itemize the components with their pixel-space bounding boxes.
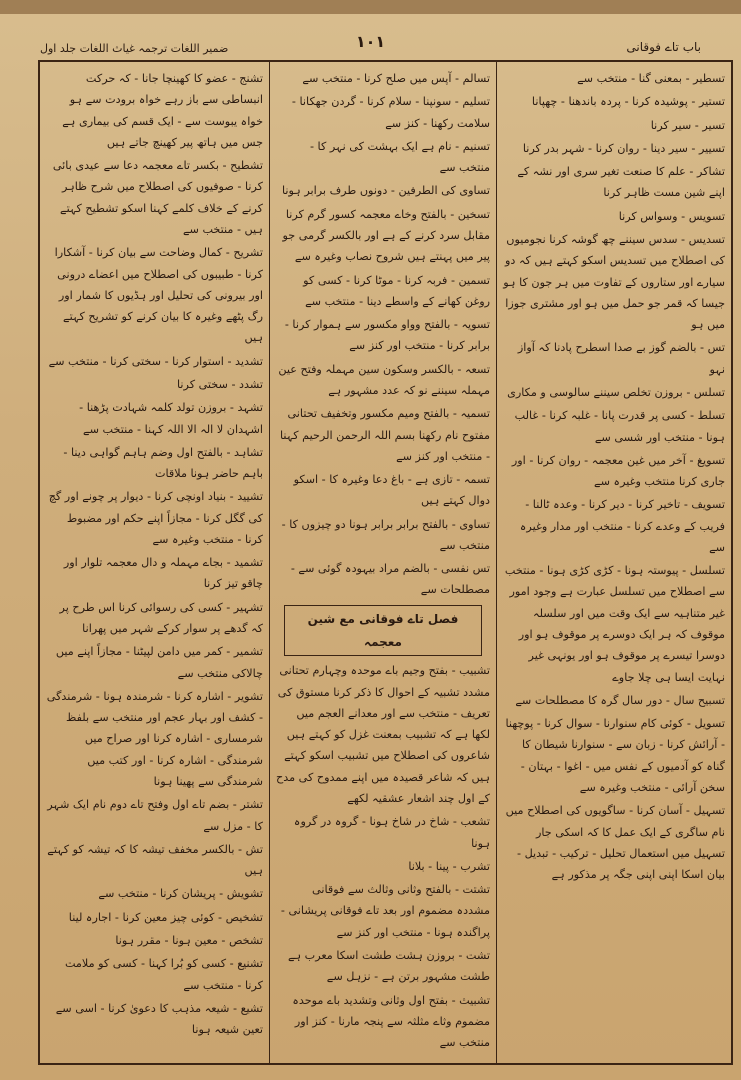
dictionary-entry: تشاہد - بالفتح اول وضم ہاہم گواہی دینا - باہم حاضر ہونا ملاقات <box>63 445 263 481</box>
dictionary-entry: تسویل - کوئی کام سنوارنا - سوال کرنا - پوچھنا - آرائش کرنا - زبان سے - سنوارنا شیطان کا گناہ کو آدمیوں کے نفس میں - اغوا - بہتان - سخن آرائی - منتخب وغیرہ سے <box>505 717 725 794</box>
dictionary-entry: تشرب - پینا - بلانا <box>408 859 490 873</box>
dictionary-entry: تشویش - پریشان کرنا - منتخب سے <box>98 887 263 901</box>
dictionary-entry: تسویف - تاخیر کرنا - دیر کرنا - وعدہ ٹالنا - فریب کے وعدے کرنا - منتخب اور مدار وغیرہ سے <box>519 498 725 554</box>
dictionary-entry: تسمین - فربہ کرنا - موٹا کرنا - کسی کو روغن کھانے کے واسطے دینا - منتخب سے <box>303 273 490 308</box>
dictionary-entry: تشدد - سختی کرنا <box>177 377 263 391</box>
dictionary-entry: تشتت - بالفتح وثانی وثالث سے فوقانی مشددہ مضموم اور بعد تاے فوقانی پریشانی - پراگندہ ہونا - منتخب اور کنز سے <box>280 883 490 939</box>
header-book-title: ضمیر اللغات ترجمہ غیاث اللغات جلد اول <box>40 42 229 55</box>
dictionary-entry: تشخیص - کوئی چیز معین کرنا - اجارہ لینا <box>68 910 263 924</box>
dictionary-entry: تسمہ - تازی ہے - باغ دعا وغیرہ کا - اسکو دوال کہتے ہیں <box>293 473 490 508</box>
column-middle <box>269 62 496 1063</box>
dictionary-entry: تشمیر - کمر میں دامن لپیٹنا - مجازاً اپنے میں چالاکی منتخب سے <box>55 645 263 680</box>
section-heading: فصل تاے فوقانی مع شین معجمہ <box>284 605 482 657</box>
dictionary-entry: تشیید - بنیاد اونچی کرنا - دیوار پر چونے اور گچ کی گگل کرنا - مجازاً اپنے حکم اور مضبوط کرنا - منتخب وغیرہ سے <box>48 490 263 546</box>
dictionary-entry: تستیر - پوشیدہ کرنا - پردہ باندھنا - چھپانا <box>531 95 725 109</box>
dictionary-entry: تشخص - معین ہونا - مقرر ہونا <box>115 933 263 947</box>
dictionary-entry: تسعہ - بالکسر وسکون سین مہملہ وفتح عین مہملہ سیننے نو کہ عدد مشہور ہے <box>278 362 490 397</box>
dictionary-entry: تسویہ - بالفتح وواو مکسور سے ہموار کرنا - برابر کرنا - منتخب اور کنز سے <box>284 318 490 353</box>
dictionary-entry: تشبیب - بفتح وجیم باے موحدہ وچہارم تحتانی مشدد تشبیہ کے احوال کا ذکر کرنا مستوق کی تعریف - منتخب سے اور معدانے العجم میں لکھا ہے کہ تشبیب بمعنت غزل کو کہتے ہیں شاعروں کی اصطلاح میں تشبیب اسکو کہتے ہیں کہ شاعر قصیدہ میں اپنے ممدوح کی مدح کے اول چند اشعار عشقیہ لکھے <box>276 664 490 806</box>
top-edge-stain <box>0 0 741 14</box>
dictionary-entry: تشویر - اشارہ کرنا - شرمندہ ہونا - شرمندگی - کشف اور بہار عجم اور منتخب سے بلفظ شرمساری - اشارہ کرنا اور صراح میں شرمندگی - اشارہ کرنا - اور کتب میں شرمندگی سے پھینا ہونا <box>46 689 263 788</box>
dictionary-entry: تشبیث - بفتح اول وثانی وتشدید باے موحدہ مضموم وثاے مثلثہ سے پنجہ مارنا - کنز اور منتخب سے <box>292 993 490 1050</box>
dictionary-entry: تسلیم - سونپنا - سلام کرنا - گردن جھکانا - سلامت رکھنا - کنز سے <box>291 95 490 130</box>
dictionary-entry: تسلسل - پیوستہ ہونا - کڑی کڑی ہونا - منتخب سے اصطلاح میں تسلسل عبارت ہے وجود امور غیر متناہیہ سے ایک وقت میں اور سلسلہ موقوف کہ ہر ایک دوسرے پر موقوف ہو اور دوسرا تیسرے پر موقوف ہو اور یونہی غیر نہایت ایسا ہی چلا جاوے <box>504 564 725 684</box>
dictionary-entry: تسیر - سیر کرنا <box>650 118 725 132</box>
dictionary-entry: تسنیم - نام ہے ایک بہشت کی نہر کا - منتخب سے <box>309 139 490 175</box>
dictionary-entry: تشتر - بضم تاے اول وفتح تاے دوم نام ایک شہر کا - مزل سے <box>47 798 263 833</box>
dictionary-entry: تسییر - سیر دینا - روان کرنا - شہر بدر کرنا <box>522 141 725 155</box>
page-number: ١٠١ <box>355 32 386 51</box>
dictionary-entry: تساوی کی الطرفین - دونوں طرف برابر ہونا <box>281 184 490 198</box>
dictionary-entry: تشمید - بجاے مہملہ و دال معجمہ تلوار اور چاقو تیز کرنا <box>63 556 263 591</box>
dictionary-entry: تشعب - شاخ در شاخ ہونا - گروہ در گروہ ہونا <box>293 815 490 850</box>
dictionary-entry: تشریح - کمال وضاحت سے بیان کرنا - آشکارا کرنا - طبیبوں کی اصطلاح میں اعضاے درونی اور بیرونی کی تحلیل اور ہڈیوں کا شمار اور رگ پٹھے وغیرہ کا بیان کرنے کو تشریح کہتے ہیں <box>54 246 263 345</box>
dictionary-entry: تسبیح سال - دور سال گرہ کا مصطلحات سے <box>515 693 725 707</box>
dictionary-entry: تسہیل - آسان کرنا - ساگویوں کی اصطلاح میں نام ساگری کے ایک عمل کا کہ اسکی جار تسہیل میں استعمال تحلیل - ترکیب - تبدیل - بیان اسکا اپنی اپنی جگہ پر مذکور ہے <box>505 804 725 882</box>
column-right <box>496 62 731 1063</box>
dictionary-entry: تس نفسی - بالضم مراد بیہودہ گوئی سے - مصطلحات سے <box>290 562 490 597</box>
text-frame <box>38 60 733 1065</box>
dictionary-entry: تشہیر - کسی کی رسوائی کرنا اس طرح پر کہ گدھے پر سوار کرکے شہر میں پھرانا <box>59 600 263 636</box>
dictionary-entry: تسویغ - آخر میں غین معجمہ - روان کرنا - اور جاری کرنا منتخب وغیرہ سے <box>511 453 725 489</box>
dictionary-entry: تشہد - بروزن تولد کلمہ شہادت پڑھنا - اشہدان لا الہ الا اللہ کہنا - منتخب سے <box>79 401 263 436</box>
dictionary-entry: تسخین - بالفتح وخاے معجمہ کسور گرم کرنا مقابل سرد کرنے کے ہے اور بالکسر گرمی جو پیر میں پہنتے ہیں شروح نصاب وغیرہ سے <box>282 207 490 264</box>
dictionary-entry: تسمیہ - بالفتح ومیم مکسور وتخفیف تحتانی مفتوح نام رکھنا بسم اللہ الرحمن الرحیم کہنا - منتخب اور کنز سے <box>279 407 490 463</box>
dictionary-entry: تشطیح - بکسر تاے معجمہ دعا سے عیدی بائی کرنا - صوفیوں کی اصطلاح میں شرح ظاہر کرنے کے خلاف کلمے کہنا اسکو تشطیح کہتے ہیں - منتخب سے <box>52 159 263 236</box>
dictionary-entry: تشت - بروزن ہشت طشت اسکا معرب ہے طشت مشہور برتن ہے - نزہل سے <box>288 949 490 984</box>
dictionary-entry: تش - بالکسر مخفف تیشہ کا کہ تیشہ کو کہتے ہیں <box>47 842 263 878</box>
dictionary-entry: تسالم - آپس میں صلح کرنا - منتخب سے <box>302 72 490 85</box>
dictionary-entry: تشنیع - کسی کو بُرا کہنا - کسی کو ملامت کرنا - منتخب سے <box>64 957 263 992</box>
dictionary-entry: تشنج - عضو کا کھینچا جانا - کہ حرکت انبساطی سے باز رہے خواہ برودت سے ہو خواہ یبوست سے - ایک قسم کی بیماری ہے جس میں ہاتھ پیر کھینچ جاتے ہیں <box>62 72 263 149</box>
dictionary-entry: تسلط - کسی پر قدرت پانا - غلبہ کرنا - غالب ہونا - منتخب اور شسی سے <box>514 409 725 444</box>
column-left <box>40 62 269 1063</box>
dictionary-entry: تشیع - شیعہ مذہب کا دعویٰ کرنا - اسی سے تعین شیعہ ہونا <box>55 1001 263 1037</box>
running-header <box>30 30 711 62</box>
dictionary-entry: تساوی - بالفتح برابر برابر ہونا دو چیزوں کا - منتخب سے <box>281 517 490 552</box>
dictionary-entry: تسویس - وسواس کرنا <box>618 209 725 223</box>
dictionary-entry: تشاکر - علم کا صنعت تغیر سری اور نشہ کے اپنے شین مست ظاہر کرنا <box>517 165 725 200</box>
dictionary-entry: تسطیر - بمعنی گنا - منتخب سے <box>577 72 725 85</box>
dictionary-entry: تشدید - استوار کرنا - سختی کرنا - منتخب سے <box>48 354 263 368</box>
header-section-title: باب تاے فوقانی <box>626 40 701 54</box>
dictionary-entry: تسلس - بروزن تخلص سیننے سالوسی و مکاری <box>507 385 725 399</box>
dictionary-entry: تس - بالضم گوز بے صدا اسطرح پادنا کہ آواز نہو <box>517 341 725 376</box>
dictionary-entry: تسدیس - سدس سیننے چھ گوشہ کرنا نجومیوں کی اصطلاح میں تسدیس اسکو کہتے ہیں کہ دو سیارے اور ستاروں کے تفاوت میں ہر جون کا ہو جیسا کہ قمر جو حمل میں ہو اور مشتری جوزا میں ہو <box>503 232 725 332</box>
